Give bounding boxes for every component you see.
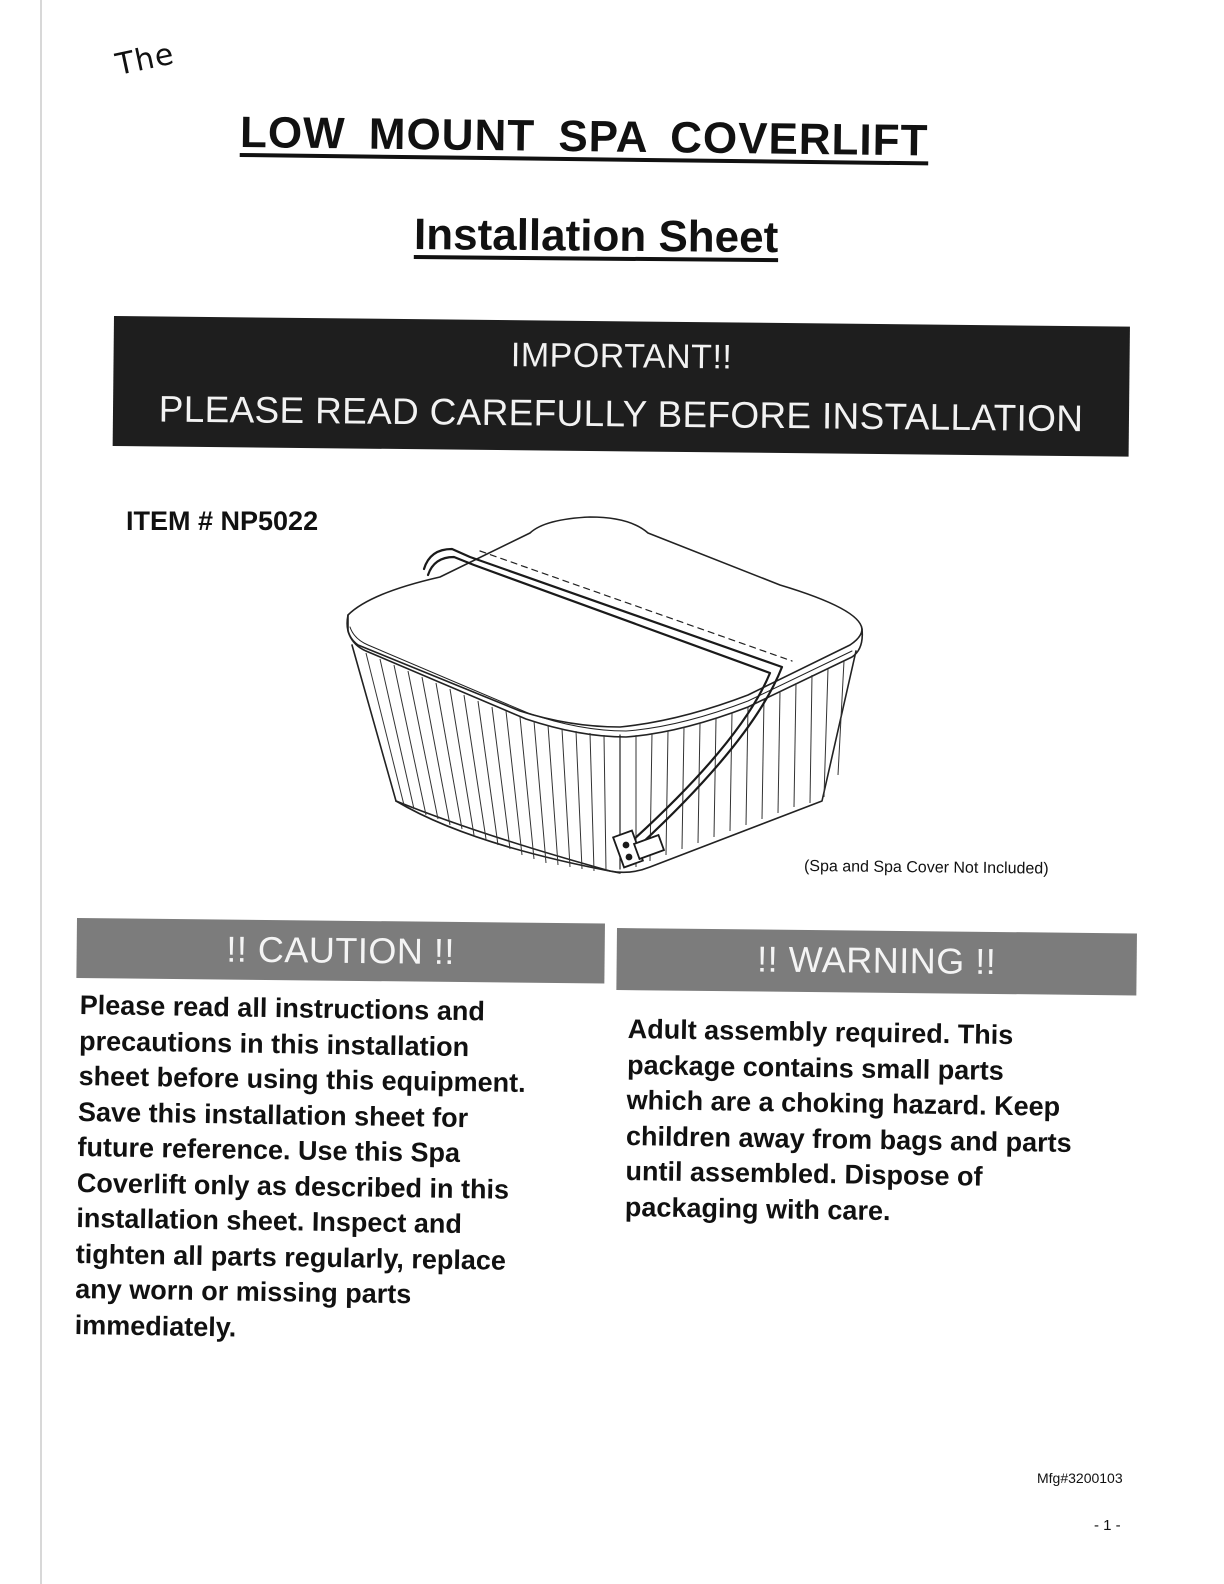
spa-cabinet-siding bbox=[366, 653, 844, 871]
important-heading: IMPORTANT!! bbox=[510, 336, 733, 377]
page-number: - 1 - bbox=[1094, 1517, 1121, 1534]
caution-heading: !! CAUTION !! bbox=[226, 928, 456, 972]
spa-cover-top bbox=[347, 517, 862, 727]
coverlift-bar bbox=[424, 549, 782, 845]
manufacturer-number: Mfg#3200103 bbox=[1037, 1470, 1123, 1486]
item-number: ITEM # NP5022 bbox=[126, 506, 319, 536]
important-banner bbox=[113, 316, 1130, 457]
warning-banner bbox=[616, 928, 1137, 995]
caution-body-text: Please read all instructions and precautions in this installation sheet before using this equipment. Save this installation sheet for future reference. Use this Spa Coverlift only as described in this installation sheet. Inspect and tighten all parts regularly, replace any worn or missing parts immediately. bbox=[74, 989, 526, 1342]
caution-banner bbox=[76, 918, 605, 984]
document-title: LOW MOUNT SPA COVERLIFT bbox=[239, 108, 929, 166]
document-subtitle: Installation Sheet bbox=[413, 210, 779, 263]
spa-with-coverlift-illustration bbox=[330, 505, 870, 880]
read-carefully-notice: PLEASE READ CAREFULLY BEFORE INSTALLATION bbox=[158, 388, 1084, 440]
warning-body-text: Adult assembly required. This package contains small parts which are a choking hazard. Keep children away from bags and parts until assembled. Dispose of packaging with care. bbox=[624, 1013, 1072, 1226]
handwritten-the: The bbox=[112, 36, 178, 83]
not-included-note: (Spa and Spa Cover Not Included) bbox=[803, 858, 1049, 878]
warning-heading: !! WARNING !! bbox=[756, 938, 997, 982]
page-edge bbox=[40, 0, 42, 1584]
